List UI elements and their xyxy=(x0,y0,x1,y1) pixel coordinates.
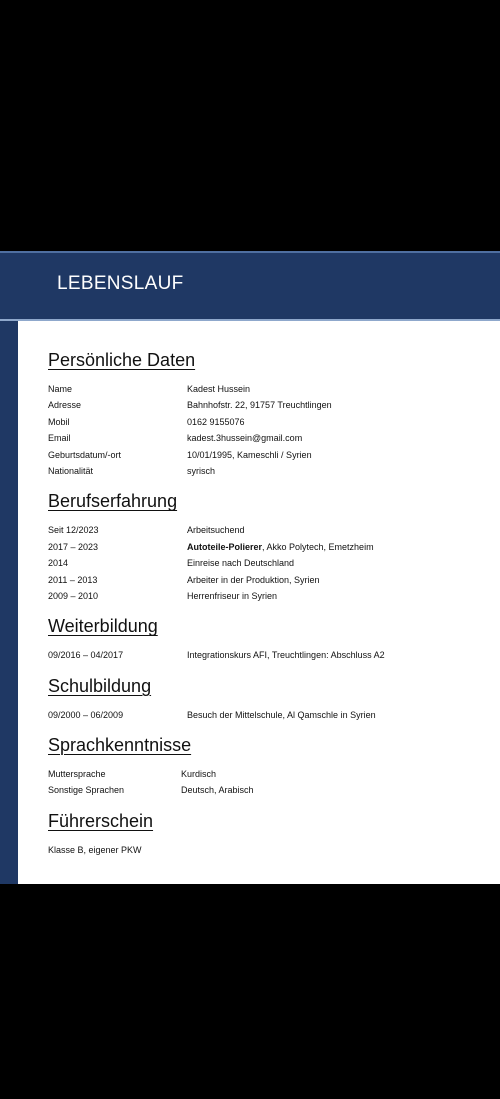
row-value: Besuch der Mittelschule, Al Qamschle in Syrien xyxy=(187,709,376,720)
section-heading-school: Schulbildung xyxy=(48,675,152,696)
section-heading-personal: Persönliche Daten xyxy=(48,350,196,370)
section-school xyxy=(48,673,488,723)
row-label: 2011 – 2013 xyxy=(48,574,98,585)
experience-row xyxy=(48,555,488,571)
row-label: Seit 12/2023 xyxy=(48,525,99,536)
row-label: Muttersprache xyxy=(48,769,106,780)
row-label: Email xyxy=(48,433,71,444)
experience-row xyxy=(48,572,488,588)
row-value: Deutsch, Arabisch xyxy=(181,785,254,796)
header-underline xyxy=(0,319,500,321)
section-personal xyxy=(48,347,488,479)
experience-row xyxy=(48,522,488,538)
license-rows xyxy=(48,842,488,858)
training-rows xyxy=(48,647,488,663)
experience-row xyxy=(48,588,488,604)
license-text: Klasse B, eigener PKW xyxy=(48,844,142,855)
language-row xyxy=(48,766,488,782)
resume-content xyxy=(48,347,488,867)
row-value: 0162 9155076 xyxy=(187,416,245,427)
license-row xyxy=(48,842,488,858)
row-label: 2014 xyxy=(48,558,69,569)
experience-rows xyxy=(48,522,488,604)
row-label: Nationalität xyxy=(48,465,94,476)
section-heading-languages: Sprachkenntnisse xyxy=(48,735,192,756)
row-label: Geburtsdatum/-ort xyxy=(48,449,122,460)
row-label: Mobil xyxy=(48,416,70,427)
resume-document xyxy=(0,251,500,884)
job-title-bold: Autoteile-Polierer xyxy=(187,541,263,552)
training-row xyxy=(48,647,488,663)
row-value: syrisch xyxy=(187,465,216,476)
row-label: Name xyxy=(48,384,73,394)
row-label: 2017 – 2023 xyxy=(48,541,99,552)
personal-row xyxy=(48,447,488,463)
section-languages xyxy=(48,732,488,799)
experience-row xyxy=(48,539,488,555)
header-band xyxy=(0,253,500,319)
personal-row xyxy=(48,381,488,397)
row-value: Bahnhofstr. 22, 91757 Treuchtlingen xyxy=(187,400,332,411)
row-value xyxy=(187,539,374,555)
row-value: Arbeiter in der Produktion, Syrien xyxy=(187,574,320,585)
personal-row xyxy=(48,463,488,479)
personal-row xyxy=(48,430,488,446)
row-label: Adresse xyxy=(48,400,82,411)
row-value: Herrenfriseur in Syrien xyxy=(187,590,278,601)
personal-rows xyxy=(48,381,488,479)
personal-row xyxy=(48,397,488,413)
section-training xyxy=(48,613,488,663)
row-value: 10/01/1995, Kameschli / Syrien xyxy=(187,449,312,460)
row-value: Kadest Hussein xyxy=(187,384,251,394)
section-license xyxy=(48,808,488,858)
email-value: kadest.3hussein@gmail.com xyxy=(187,433,303,444)
row-value: Kurdisch xyxy=(181,769,217,780)
school-row xyxy=(48,707,488,723)
personal-row xyxy=(48,414,488,430)
row-label: 2009 – 2010 xyxy=(48,590,99,601)
section-heading-license: Führerschein xyxy=(48,810,154,831)
job-detail: , Akko Polytech, Emetzheim xyxy=(262,541,374,552)
row-label: 09/2000 – 06/2009 xyxy=(48,709,124,720)
row-label: 09/2016 – 04/2017 xyxy=(48,650,124,661)
section-experience xyxy=(48,488,488,604)
row-value: Arbeitsuchend xyxy=(187,525,245,536)
school-rows xyxy=(48,707,488,723)
row-value: Einreise nach Deutschland xyxy=(187,558,295,569)
section-heading-experience: Berufserfahrung xyxy=(48,491,178,512)
language-rows xyxy=(48,766,488,799)
language-row xyxy=(48,782,488,798)
section-heading-training: Weiterbildung xyxy=(48,616,158,637)
document-title: LEBENSLAUF xyxy=(57,273,184,294)
row-label: Sonstige Sprachen xyxy=(48,785,125,796)
left-sidebar-bar xyxy=(0,321,18,884)
row-value: Integrationskurs AFI, Treuchtlingen: Abschluss A2 xyxy=(187,650,385,661)
